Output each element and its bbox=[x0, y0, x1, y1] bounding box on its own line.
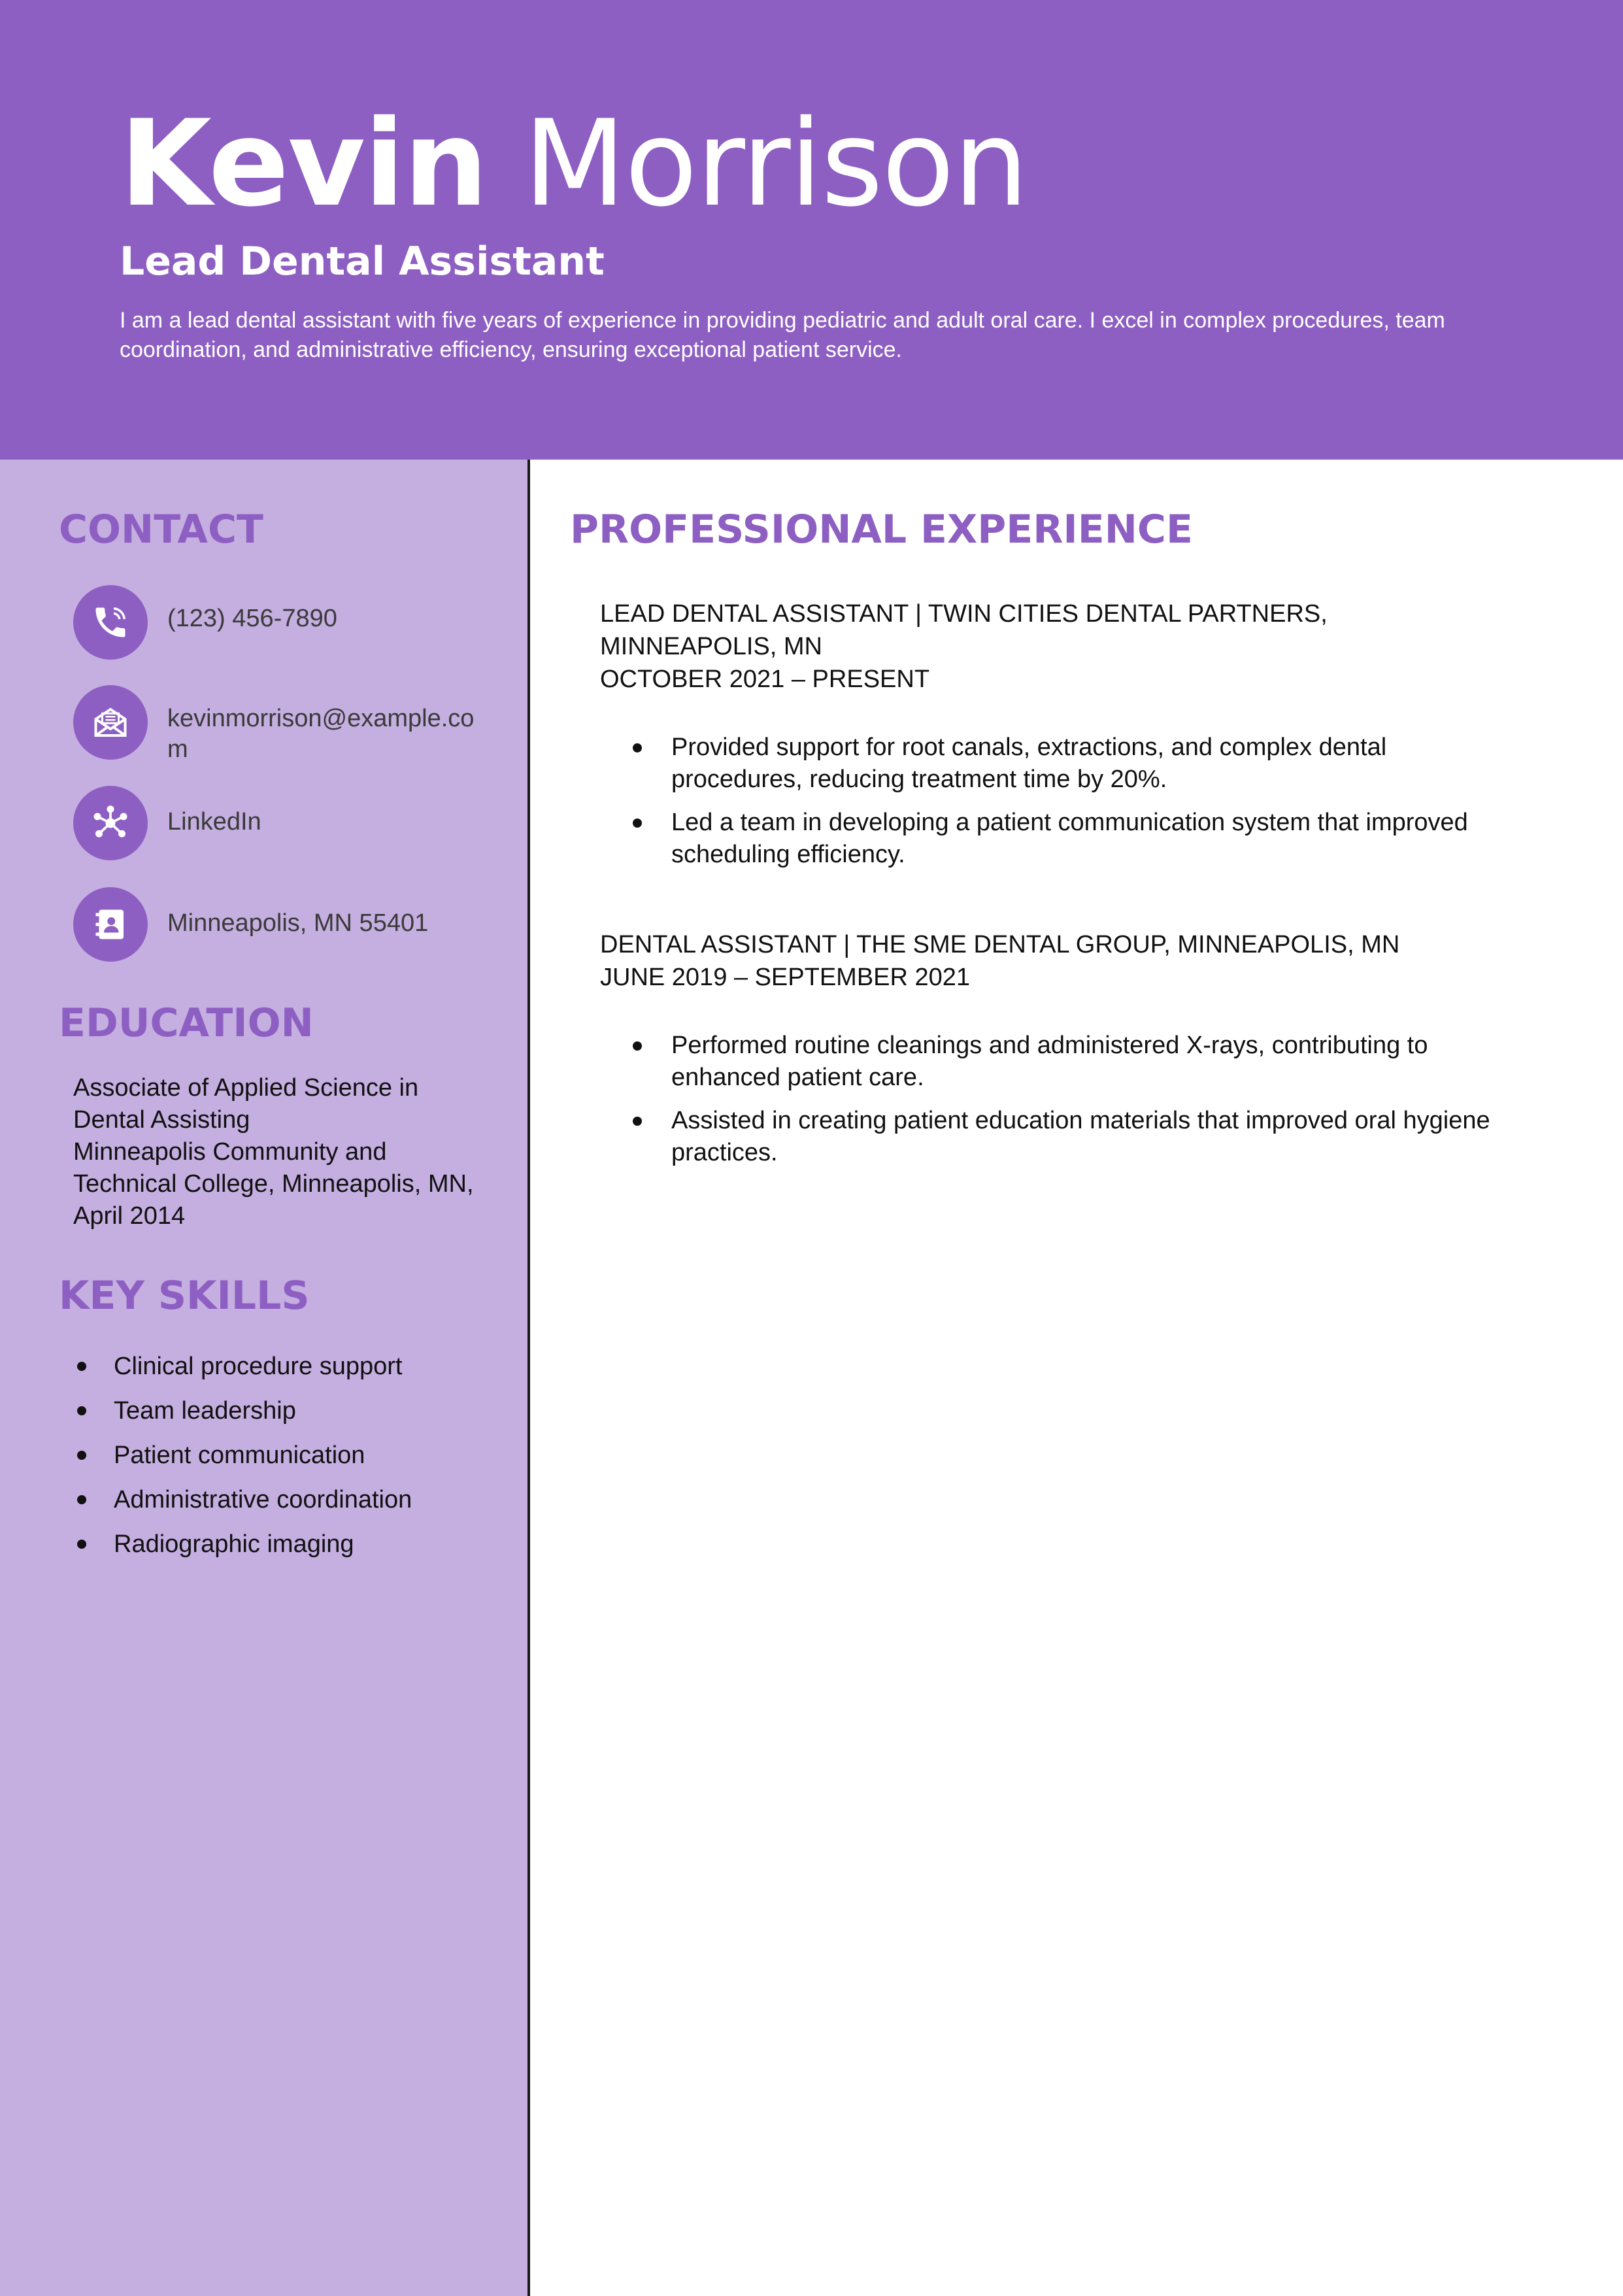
column-divider bbox=[527, 460, 530, 2296]
education-entry bbox=[73, 1072, 492, 1232]
job-bullet bbox=[600, 732, 1515, 796]
job-bullet bbox=[600, 1105, 1515, 1169]
contact-email-text: kevinmorrison@example.com bbox=[167, 705, 475, 763]
job-dates: JUNE 2019 – SEPTEMBER 2021 bbox=[600, 964, 971, 991]
education-school: Minneapolis Community and Technical College, Minneapolis, MN, April 2014 bbox=[73, 1138, 474, 1230]
contact-phone[interactable] bbox=[73, 585, 492, 661]
skill-item bbox=[73, 1433, 505, 1477]
contact-linkedin[interactable] bbox=[73, 786, 492, 862]
skill-item bbox=[73, 1522, 505, 1566]
address-card-icon bbox=[73, 887, 148, 962]
last-name: Morrison bbox=[523, 94, 1028, 233]
contact-linkedin-text: LinkedIn bbox=[167, 808, 261, 836]
bullet bbox=[633, 743, 642, 752]
email-icon bbox=[73, 685, 148, 760]
bullet bbox=[633, 1041, 642, 1051]
job-bullet-text: Provided support for root canals, extractions, and complex dental procedures, reducing treatment time by 20%. bbox=[671, 734, 1387, 793]
skill-text: Radiographic imaging bbox=[114, 1530, 354, 1558]
bullet bbox=[77, 1495, 86, 1504]
contact-heading: CONTACT bbox=[59, 507, 263, 552]
contact-phone-text: (123) 456-7890 bbox=[167, 605, 337, 632]
experience-heading: PROFESSIONAL EXPERIENCE bbox=[570, 507, 1193, 552]
header-banner bbox=[0, 0, 1623, 460]
job-bullet-text: Performed routine cleanings and administered X-rays, contributing to enhanced patient care. bbox=[671, 1032, 1428, 1091]
first-name: Kevin bbox=[120, 94, 487, 233]
job-bullet-text: Assisted in creating patient education materials that improved oral hygiene practices. bbox=[671, 1107, 1490, 1166]
skill-item bbox=[73, 1477, 505, 1522]
contact-email[interactable] bbox=[73, 685, 492, 761]
bullet bbox=[77, 1451, 86, 1460]
bullet bbox=[77, 1406, 86, 1415]
education-degree: Associate of Applied Science in Dental Assisting bbox=[73, 1074, 419, 1134]
skill-text: Clinical procedure support bbox=[114, 1353, 403, 1380]
job-title: Lead Dental Assistant bbox=[120, 239, 605, 284]
contact-address-text: Minneapolis, MN 55401 bbox=[167, 909, 429, 937]
bullet bbox=[633, 819, 642, 828]
skills-heading: KEY SKILLS bbox=[59, 1273, 310, 1319]
skill-text: Patient communication bbox=[114, 1442, 365, 1469]
candidate-name bbox=[120, 92, 1028, 235]
bullet bbox=[633, 1117, 642, 1126]
job-heading: LEAD DENTAL ASSISTANT | TWIN CITIES DENTAL PARTNERS, MINNEAPOLIS, MN bbox=[600, 600, 1328, 660]
skill-item bbox=[73, 1344, 505, 1389]
job-bullets bbox=[600, 732, 1515, 871]
skill-text: Administrative coordination bbox=[114, 1486, 412, 1513]
bullet bbox=[77, 1540, 86, 1549]
job-bullet bbox=[600, 807, 1515, 871]
skill-text: Team leadership bbox=[114, 1397, 296, 1425]
education-heading: EDUCATION bbox=[59, 1000, 314, 1046]
job-entry-1 bbox=[600, 598, 1515, 882]
job-bullets bbox=[600, 1030, 1515, 1169]
bullet bbox=[77, 1362, 86, 1371]
job-bullet bbox=[600, 1030, 1515, 1094]
network-icon bbox=[73, 786, 148, 860]
job-entry-2 bbox=[600, 928, 1515, 1180]
job-bullet-text: Led a team in developing a patient communication system that improved scheduling efficiency. bbox=[671, 809, 1468, 868]
phone-icon bbox=[73, 585, 148, 660]
summary-text: I am a lead dental assistant with five years of experience in providing pediatric and adult oral care. I excel in complex procedures, team coordination, and administrative efficiency, ensuring exceptional patient service. bbox=[120, 308, 1445, 362]
job-heading: DENTAL ASSISTANT | THE SME DENTAL GROUP, MINNEAPOLIS, MN bbox=[600, 931, 1400, 958]
job-dates: OCTOBER 2021 – PRESENT bbox=[600, 666, 930, 693]
skills-list bbox=[73, 1344, 505, 1566]
contact-address[interactable] bbox=[73, 887, 492, 963]
skill-item bbox=[73, 1389, 505, 1433]
